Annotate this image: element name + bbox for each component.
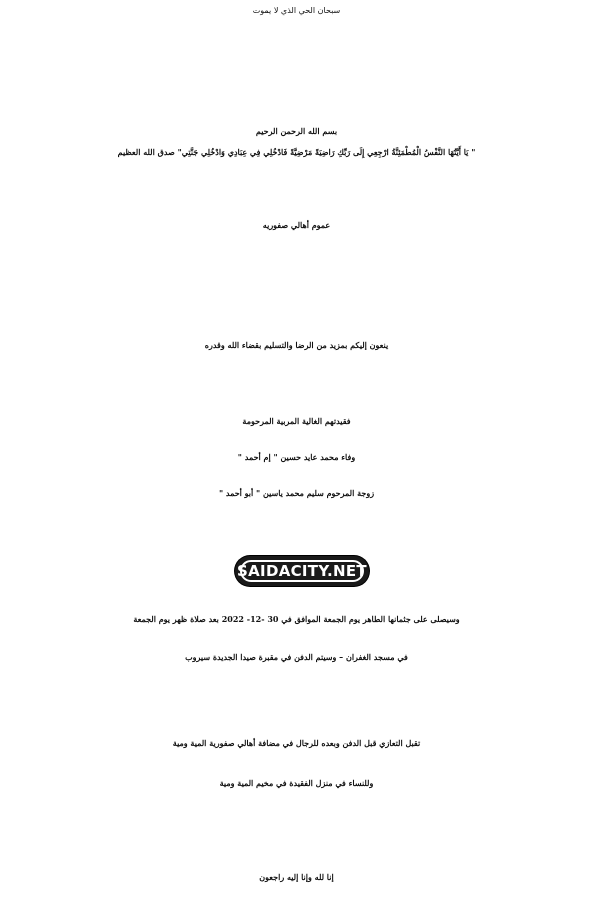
burial-info: في مسجد الغفران – وسيتم الدفن في مقبرة صيدا الجديدة سيروب: [185, 652, 408, 662]
basmala: بسم الله الرحمن الرحيم: [255, 126, 338, 136]
page-title: سبحان الحي الذي لا يموت: [252, 6, 341, 15]
condolences-women: وللنساء في منزل الفقيدة في مخيم المية ومية: [219, 778, 374, 788]
deceased-name: وفاء محمد عايد حسين " إم أحمد ": [237, 452, 356, 462]
closing-phrase: إنا لله وإنا إليه راجعون: [259, 872, 334, 882]
mourning-statement: ينعون إليكم بمزيد من الرضا والتسليم بقضاء الله وقدره: [204, 340, 389, 350]
saidacity-watermark: [235, 556, 369, 586]
deceased-intro: فقيدتهم الغالية المربية المرحومة: [242, 416, 351, 426]
husband-line: زوجة المرحوم سليم محمد ياسين " أبو أحمد ": [218, 488, 375, 498]
condolences-men: تقبل التعازي قبل الدفن وبعده للرجال في مضافة أهالي صفورية المية ومية: [172, 738, 421, 748]
quran-verse: " يَا أَيَّتُهَا النَّفْسُ الْمُطْمَئِنَّةُ ارْجِعِي إِلَى رَبِّكِ رَاضِيَةً مَرْضِيَّةً فَادْخُلِي فِي عِبَادِي وَادْخُلِي جَنَّتِي" صدق الله العظيم: [117, 147, 476, 157]
watermark-text: SAIDACITY.NET: [237, 562, 367, 580]
family-name: عموم أهالي صفوريه: [262, 220, 331, 230]
funeral-prayer-info: وسيصلى على جثمانها الطاهر يوم الجمعة الموافق في 30 -12- 2022 بعد صلاة ظهر يوم الجمعة: [133, 614, 460, 624]
